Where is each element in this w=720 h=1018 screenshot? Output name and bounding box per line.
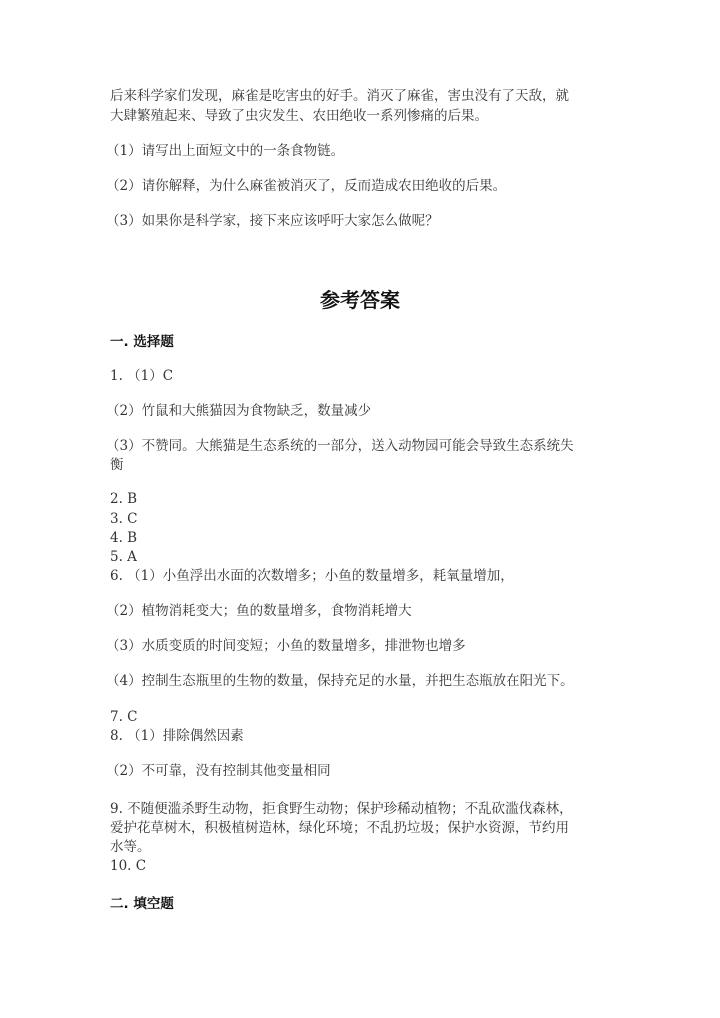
answer-item: 1. （1）C [110,368,174,384]
question-2: （2）请你解释，为什么麻雀被消灭了，反而造成农田绝收的后果。 [106,178,507,194]
answer-item: （2）植物消耗变大；鱼的数量增多，食物消耗增大 [106,603,412,619]
answer-item: 9. 不随便滥杀野生动物，拒食野生动物；保护珍稀动植物；不乱砍滥伐森林， [110,801,573,817]
answer-item: （4）控制生态瓶里的生物的数量，保持充足的水量，并把生态瓶放在阳光下。 [106,673,574,689]
answer-item: 6. （1）小鱼浮出水面的次数增多；小鱼的数量增多，耗氧量增加， [110,568,514,584]
answer-item: 水等。 [110,839,151,855]
answer-item: 8. （1）排除偶然因素 [110,728,244,744]
answer-item: （2）不可靠，没有控制其他变量相同 [106,763,331,779]
answer-item: 2. B [110,491,138,507]
answer-item: 10. C [110,858,147,874]
answer-item: （3）不赞同。大熊猫是生态系统的一部分，送入动物园可能会导致生态系统失 [106,438,574,454]
answers-title: 参考答案 [320,288,400,312]
answer-item: 衡 [110,457,124,473]
answer-item: （2）竹鼠和大熊猫因为食物缺乏，数量减少 [106,403,372,419]
passage-line: 大肆繁殖起来、导致了虫灾发生、农田绝收一系列惨痛的后果。 [110,108,488,124]
answer-item: 3. C [110,511,138,527]
answer-item: 5. A [110,549,137,565]
passage-line: 后来科学家们发现，麻雀是吃害虫的好手。消灭了麻雀，害虫没有了天敌，就 [110,88,569,104]
question-3: （3）如果你是科学家，接下来应该呼吁大家怎么做呢？ [106,213,439,229]
answer-item: 7. C [110,709,138,725]
answer-item: 4. B [110,530,138,546]
section-heading-choice: 一. 选择题 [110,334,174,350]
section-heading-fill: 二. 填空题 [110,896,174,912]
question-1: （1）请写出上面短文中的一条食物链。 [106,143,345,159]
answer-item: 爱护花草树木，积极植树造林，绿化环境；不乱扔垃圾；保护水资源，节约用 [110,820,569,836]
answer-item: （3）水质变质的时间变短；小鱼的数量增多，排泄物也增多 [106,638,466,654]
